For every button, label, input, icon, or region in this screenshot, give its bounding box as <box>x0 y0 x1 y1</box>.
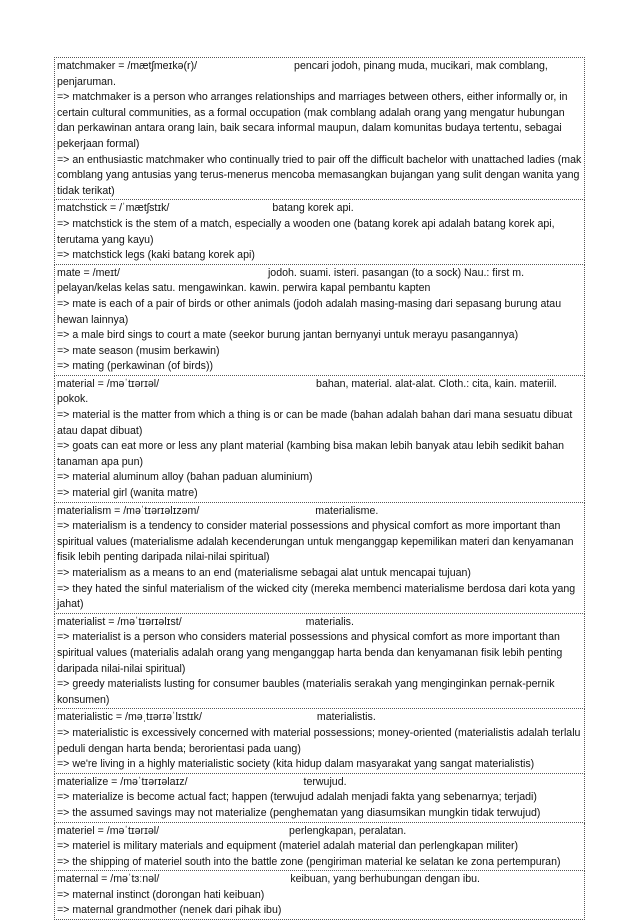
definition: batang korek api. <box>272 202 354 215</box>
example-sentence: => goats can eat more or less any plant material (kambing bisa makan lebih banyak atau lebih sedikit bahan tanaman apa pun) <box>57 440 565 468</box>
headword-pronunciation: materialize = /məˈtɪərɪəlaɪz/ <box>57 775 188 788</box>
dictionary-entry <box>54 503 585 614</box>
example-sentence: => greedy materialists lusting for consumer baubles (materialis serakah yang menginginkan pernak-pernik konsumen) <box>57 678 555 706</box>
headword-pronunciation: materialist = /məˈtɪərɪəlɪst/ <box>57 615 182 628</box>
example-sentence: => the shipping of materiel south into the battle zone (pengiriman material ke selatan ke zona pertempuran) <box>57 855 561 868</box>
definition: keibuan, yang berhubungan dengan ibu. <box>290 873 480 886</box>
example-sentence: => material girl (wanita matre) <box>57 487 198 500</box>
example-sentence: => maternal grandmother (nenek dari pihak ibu) <box>57 904 282 917</box>
example-sentence: => we're living in a highly materialistic society (kita hidup dalam masyarakat yang sangat materialistis) <box>57 758 535 771</box>
definition: jodoh. suami. isteri. pasangan (to a sock) Nau.: first m. pelayan/kelas kelas satu. mengawinkan. kawin. perwira kapal pembantu kapten <box>57 266 525 295</box>
dictionary-entry <box>54 614 585 710</box>
example-sentence: => maternal instinct (dorongan hati keibuan) <box>57 888 265 901</box>
entry-header <box>57 824 582 840</box>
dictionary-document <box>54 57 585 920</box>
dictionary-entry <box>54 265 585 376</box>
entry-header <box>57 504 582 520</box>
example-sentence: => material is the matter from which a thing is or can be made (bahan adalah bahan dari mana sesuatu dibuat atau dapat dibuat) <box>57 409 573 437</box>
entry-header <box>57 377 582 408</box>
definition: perlengkapan, peralatan. <box>289 824 407 837</box>
dictionary-entry <box>54 823 585 872</box>
entry-header <box>57 872 582 888</box>
entry-header <box>57 775 582 791</box>
definition: terwujud. <box>303 775 347 788</box>
example-sentence: => materialist is a person who considers material possessions and physical comfort as more important than spiritual values (materialis adalah orang yang menganggap harta benda dan kenyamanan fisik lebih penting daripada nilai-nilai spiritual) <box>57 631 563 675</box>
example-sentence: => mating (perkawinan (of birds)) <box>57 360 214 373</box>
headword-pronunciation: matchstick = /ˈmætʃstɪk/ <box>57 202 170 215</box>
entry-header <box>57 615 582 631</box>
example-sentence: => materialism is a tendency to consider material possessions and physical comfort as more important than spiritual values (materialisme adalah kecenderungan untuk menganggap kepemilikan materi dan kenyamanan fisik lebih penting daripada nilai-nilai spiritual) <box>57 520 574 564</box>
headword-pronunciation: materialistic = /məˌtɪərɪəˈlɪstɪk/ <box>57 711 202 724</box>
example-sentence: => mate is each of a pair of birds or other animals (jodoh adalah masing-masing dari sepasang burung atau hewan lainnya) <box>57 297 562 326</box>
example-sentence: => materialism as a means to an end (materialisme sebagai alat untuk mencapai tujuan) <box>57 567 471 579</box>
definition: materialistis. <box>316 711 376 724</box>
example-sentence: => matchstick legs (kaki batang korek api) <box>57 249 255 262</box>
headword-pronunciation: materialism = /məˈtɪərɪəlɪzəm/ <box>57 504 200 517</box>
example-sentence: => materialize is become actual fact; happen (terwujud adalah menjadi fakta yang sebenarnya; terjadi) <box>57 791 537 804</box>
dictionary-entry <box>54 376 585 503</box>
example-sentence: => materiel is military materials and equipment (materiel adalah material dan perlengkapan militer) <box>57 840 519 853</box>
dictionary-entry <box>54 709 585 773</box>
example-sentence: => matchstick is the stem of a match, especially a wooden one (batang korek api adalah batang korek api, terutama yang kayu) <box>57 217 555 246</box>
dictionary-entry <box>54 871 585 920</box>
headword-pronunciation: mate = /meɪt/ <box>57 266 120 279</box>
entry-header <box>57 710 582 726</box>
example-sentence: => an enthusiastic matchmaker who continually tried to pair off the difficult bachelor with unattached ladies (mak comblang yang antusias yang terus-menerus mencoba memasangkan bujangan yang sulit dengan wanita yang tidak terikat) <box>57 153 582 197</box>
dictionary-entry <box>54 57 585 200</box>
definition: bahan, material. alat-alat. Cloth.: cita, kain. materiil. pokok. <box>57 377 557 406</box>
example-sentence: => a male bird sings to court a mate (seekor burung jantan bernyanyi untuk merayu pasangannya) <box>57 329 519 342</box>
definition: materialis. <box>305 615 354 628</box>
headword-pronunciation: material = /məˈtɪərɪəl/ <box>57 377 160 390</box>
example-sentence: => materialistic is excessively concerned with material possessions; money-oriented (materialistis adalah terlalu peduli dengan harta benda; berorientasi pada uang) <box>57 726 581 755</box>
example-sentence: => the assumed savings may not materialize (penghematan yang diasumsikan mungkin tidak terwujud) <box>57 806 541 819</box>
dictionary-entry <box>54 200 585 264</box>
headword-pronunciation: maternal = /məˈtɜːnəl/ <box>57 873 160 886</box>
example-sentence: => material aluminum alloy (bahan paduan aluminium) <box>57 471 313 484</box>
definition: materialisme. <box>315 504 379 517</box>
example-sentence: => matchmaker is a person who arranges relationships and marriages between others, either informally or, in certain cultural communities, as a formal occupation (mak comblang adalah orang yang mengatur hubungan dan perkawinan antara orang lain, baik secara informal maupun, dalam komunitas budaya tertentu, sebagai pekerjaan formal) <box>57 91 568 150</box>
example-sentence: => mate season (musim berkawin) <box>57 344 220 357</box>
definition: pencari jodoh, pinang muda, mucikari, mak comblang, penjaruman. <box>57 60 548 88</box>
headword-pronunciation: matchmaker = /mætʃmeɪkə(r)/ <box>57 60 198 72</box>
headword-pronunciation: materiel = /məˈtɪərɪəl/ <box>57 824 160 837</box>
entry-header <box>57 59 582 90</box>
dictionary-entry <box>54 774 585 823</box>
entry-header <box>57 266 582 297</box>
entry-header <box>57 201 582 217</box>
example-sentence: => they hated the sinful materialism of the wicked city (mereka membenci materialisme berdosa dari kota yang jahat) <box>57 582 576 611</box>
